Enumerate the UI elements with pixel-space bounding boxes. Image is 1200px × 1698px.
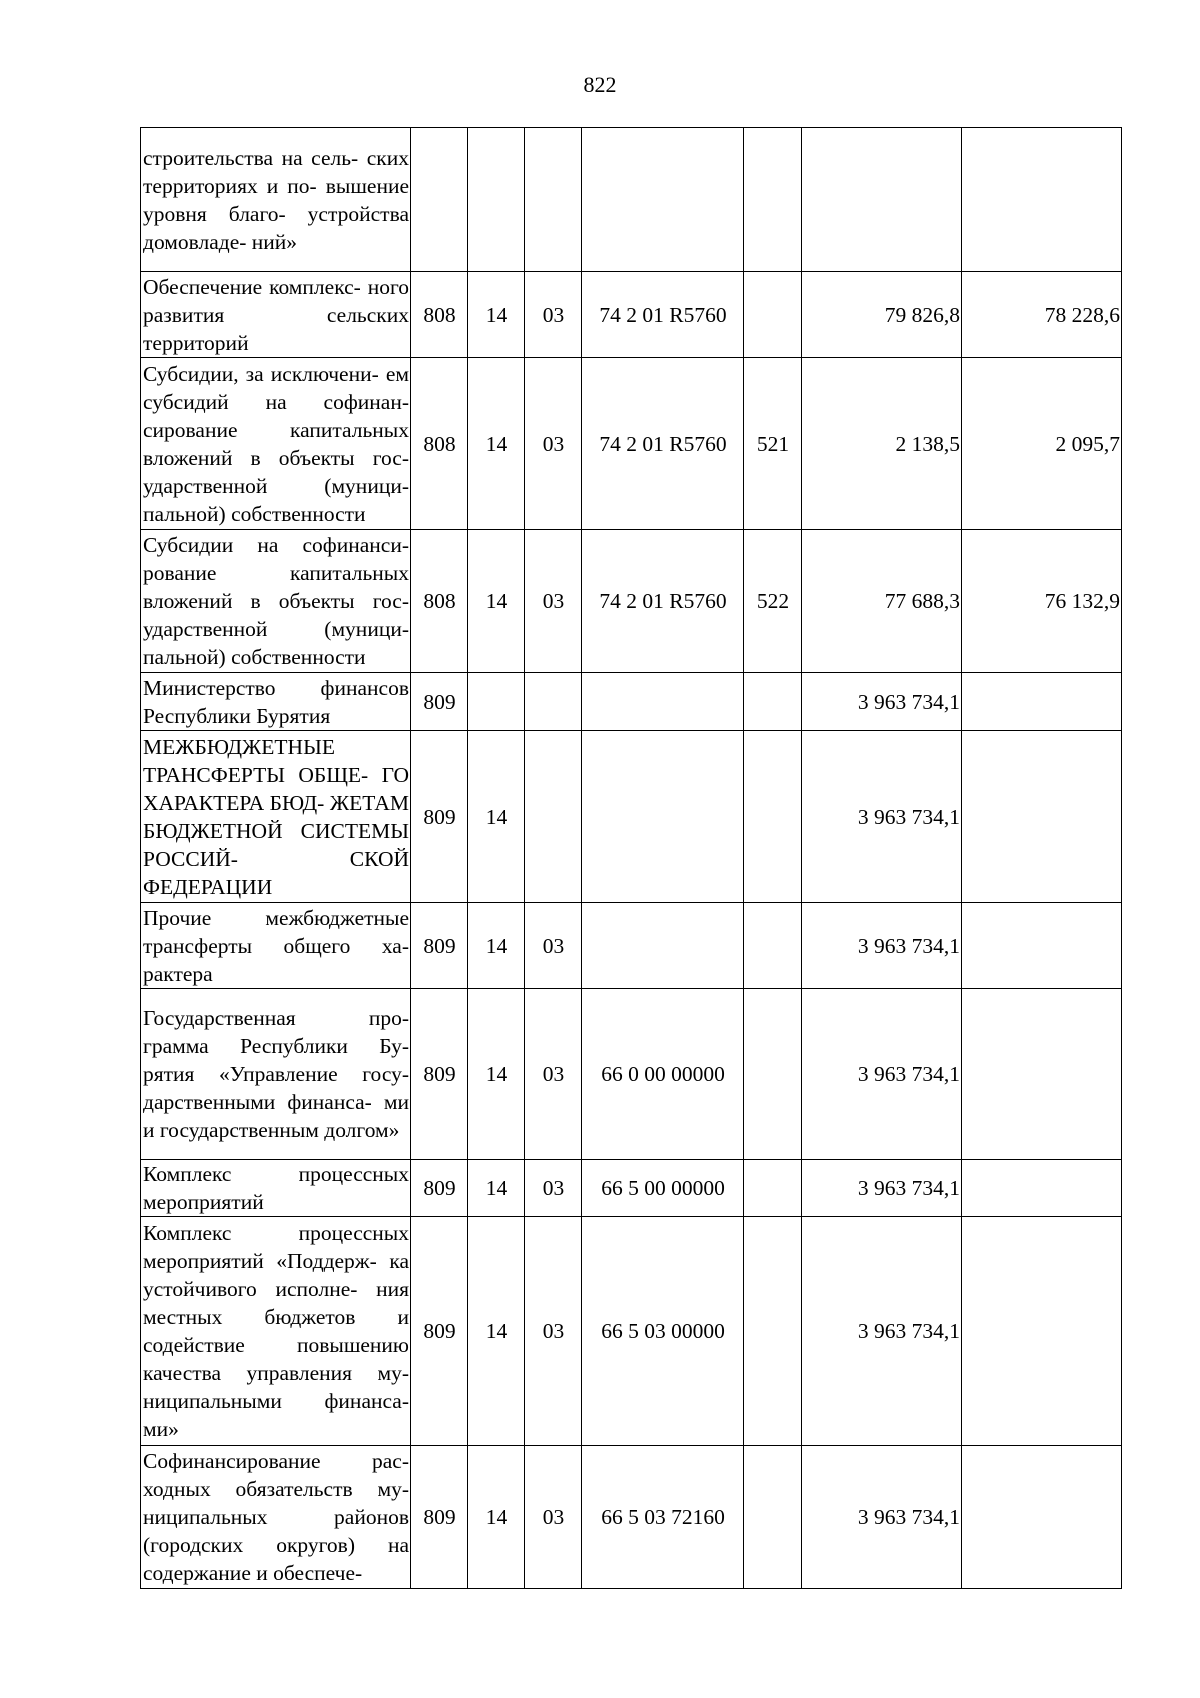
ved-cell: 808 (411, 530, 468, 673)
ved-cell: 809 (411, 989, 468, 1160)
row-name-cell: Министерство финансов Республики Бурятия (141, 673, 411, 731)
vr-cell (744, 128, 802, 272)
ved-cell (411, 128, 468, 272)
table-row (141, 1217, 1122, 1446)
vr-cell (744, 1217, 802, 1446)
vr-cell (744, 731, 802, 903)
page-number: 822 (583, 72, 617, 97)
sum2-cell (962, 1160, 1122, 1217)
sum2-cell (962, 1446, 1122, 1589)
sum2-cell: 2 095,7 (962, 358, 1122, 530)
sum2-cell: 78 228,6 (962, 272, 1122, 358)
sum2-cell (962, 673, 1122, 731)
csr-cell: 66 5 00 00000 (582, 1160, 744, 1217)
vr-cell (744, 1160, 802, 1217)
sum2-cell (962, 1217, 1122, 1446)
row-name-cell: строительства на сель- ских территориях и по- вышение уровня благо- устройства домовладе- ний» (141, 128, 411, 272)
csr-cell (582, 903, 744, 989)
ved-cell: 809 (411, 903, 468, 989)
pr-cell: 03 (525, 989, 582, 1160)
table-row (141, 989, 1122, 1160)
row-name-cell: Обеспечение комплекс- ного развития сельских территорий (141, 272, 411, 358)
csr-cell: 74 2 01 R5760 (582, 358, 744, 530)
sum2-cell: 76 132,9 (962, 530, 1122, 673)
rz-cell (468, 673, 525, 731)
sum2-cell (962, 903, 1122, 989)
ved-cell: 809 (411, 1446, 468, 1589)
table-row (141, 530, 1122, 673)
sum1-cell: 79 826,8 (802, 272, 962, 358)
sum1-cell: 3 963 734,1 (802, 673, 962, 731)
csr-cell: 74 2 01 R5760 (582, 272, 744, 358)
table-row (141, 1160, 1122, 1217)
vr-cell: 522 (744, 530, 802, 673)
row-name-cell: МЕЖБЮДЖЕТНЫЕ ТРАНСФЕРТЫ ОБЩЕ- ГО ХАРАКТЕРА БЮД- ЖЕТАМ БЮДЖЕТНОЙ СИСТЕМЫ РОССИЙ- СКОЙ ФЕДЕРАЦИИ (141, 731, 411, 903)
vr-cell (744, 989, 802, 1160)
sum1-cell: 3 963 734,1 (802, 1160, 962, 1217)
sum1-cell: 2 138,5 (802, 358, 962, 530)
row-name-cell: Государственная про- грамма Республики Бу- рятия «Управление госу- дарственными финанса- ми и государственным долгом» (141, 989, 411, 1160)
csr-cell: 74 2 01 R5760 (582, 530, 744, 673)
table-row (141, 673, 1122, 731)
vr-cell (744, 272, 802, 358)
pr-cell: 03 (525, 1446, 582, 1589)
vr-cell (744, 903, 802, 989)
sum1-cell: 3 963 734,1 (802, 1446, 962, 1589)
rz-cell: 14 (468, 1217, 525, 1446)
vr-cell: 521 (744, 358, 802, 530)
csr-cell: 66 5 03 72160 (582, 1446, 744, 1589)
rz-cell: 14 (468, 272, 525, 358)
ved-cell: 809 (411, 673, 468, 731)
sum1-cell: 3 963 734,1 (802, 731, 962, 903)
sum1-cell (802, 128, 962, 272)
csr-cell: 66 0 00 00000 (582, 989, 744, 1160)
pr-cell: 03 (525, 530, 582, 673)
row-name-cell: Субсидии, за исключени- ем субсидий на софинан- сирование капитальных вложений в объекты гос- ударственной (муници- пальной) собственности (141, 358, 411, 530)
pr-cell: 03 (525, 903, 582, 989)
rz-cell: 14 (468, 989, 525, 1160)
csr-cell: 66 5 03 00000 (582, 1217, 744, 1446)
rz-cell: 14 (468, 358, 525, 530)
sum2-cell (962, 989, 1122, 1160)
ved-cell: 809 (411, 1217, 468, 1446)
ved-cell: 808 (411, 358, 468, 530)
table-row (141, 272, 1122, 358)
table-row (141, 128, 1122, 272)
csr-cell (582, 731, 744, 903)
pr-cell: 03 (525, 1160, 582, 1217)
sum1-cell: 77 688,3 (802, 530, 962, 673)
sum1-cell: 3 963 734,1 (802, 903, 962, 989)
vr-cell (744, 673, 802, 731)
table-row (141, 903, 1122, 989)
rz-cell (468, 128, 525, 272)
pr-cell (525, 128, 582, 272)
budget-table (140, 127, 1122, 1589)
table-row (141, 731, 1122, 903)
table-row (141, 358, 1122, 530)
pr-cell (525, 673, 582, 731)
row-name-cell: Софинансирование рас- ходных обязательств му- ниципальных районов (городских округов) на содержание и обеспече- (141, 1446, 411, 1589)
sum1-cell: 3 963 734,1 (802, 989, 962, 1160)
rz-cell: 14 (468, 903, 525, 989)
row-name-cell: Субсидии на софинанси- рование капитальных вложений в объекты гос- ударственной (муници- пальной) собственности (141, 530, 411, 673)
row-name-cell: Комплекс процессных мероприятий «Поддерж- ка устойчивого исполне- ния местных бюджетов и содействие повышению качества управления му- ниципальными финанса- ми» (141, 1217, 411, 1446)
pr-cell: 03 (525, 358, 582, 530)
sum2-cell (962, 128, 1122, 272)
sum1-cell: 3 963 734,1 (802, 1217, 962, 1446)
table-body (141, 128, 1122, 1589)
table-row (141, 1446, 1122, 1589)
ved-cell: 808 (411, 272, 468, 358)
rz-cell: 14 (468, 1160, 525, 1217)
pr-cell: 03 (525, 272, 582, 358)
sum2-cell (962, 731, 1122, 903)
pr-cell (525, 731, 582, 903)
ved-cell: 809 (411, 731, 468, 903)
vr-cell (744, 1446, 802, 1589)
row-name-cell: Комплекс процессных мероприятий (141, 1160, 411, 1217)
rz-cell: 14 (468, 731, 525, 903)
csr-cell (582, 673, 744, 731)
row-name-cell: Прочие межбюджетные трансферты общего ха- рактера (141, 903, 411, 989)
pr-cell: 03 (525, 1217, 582, 1446)
rz-cell: 14 (468, 530, 525, 673)
csr-cell (582, 128, 744, 272)
ved-cell: 809 (411, 1160, 468, 1217)
rz-cell: 14 (468, 1446, 525, 1589)
